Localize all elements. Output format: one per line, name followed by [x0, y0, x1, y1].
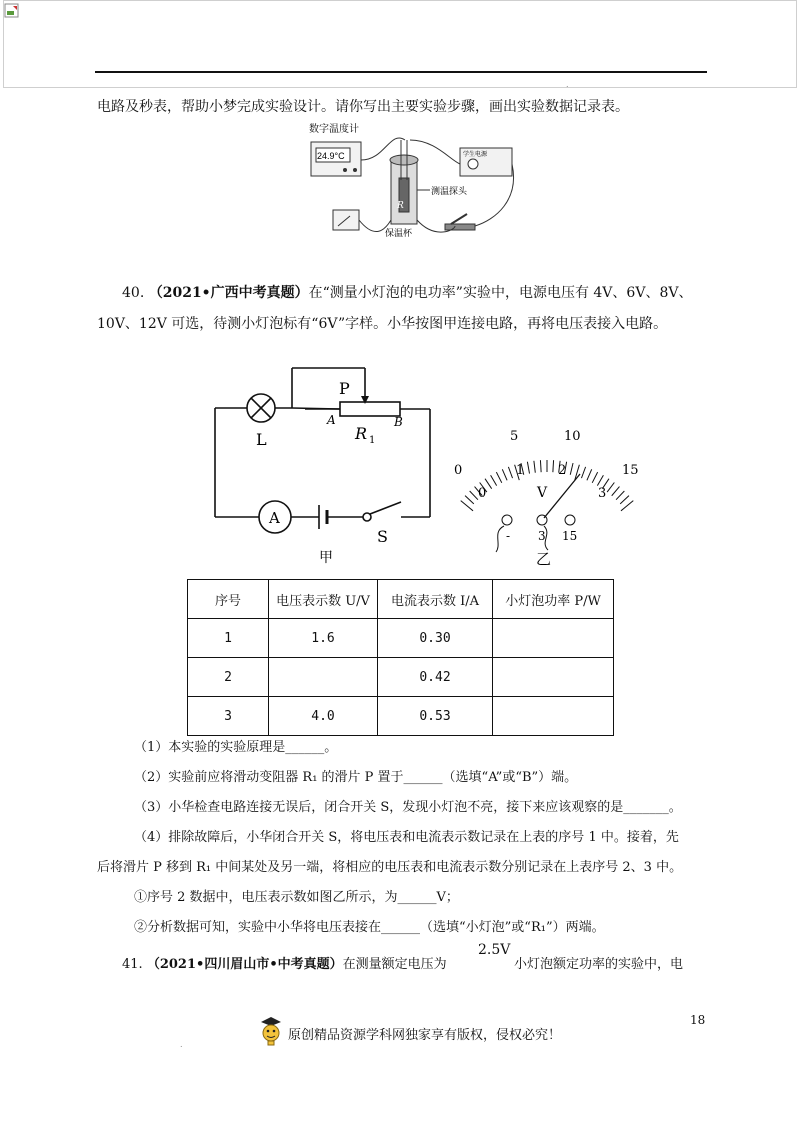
dial-tick — [553, 460, 554, 472]
dial-tick — [592, 472, 597, 483]
table-row — [188, 619, 614, 658]
table-cell: 2 — [188, 658, 269, 697]
footer-dot: . — [180, 1040, 183, 1049]
lower-tick-2: 2 — [558, 463, 567, 478]
question-1: （1）本实验的实验原理是______。 — [134, 740, 338, 755]
header-rule — [95, 71, 707, 73]
q40-line1 — [122, 283, 692, 303]
upper-tick-10: 10 — [564, 429, 581, 444]
resistor-label: R — [397, 201, 404, 211]
table-row — [188, 658, 614, 697]
q40-source: （2021•广西中考真题） — [148, 285, 309, 301]
upper-tick-5: 5 — [510, 429, 519, 444]
table-cell: 0.30 — [378, 619, 493, 658]
q41-text-after: 小灯泡额定功率的实验中，电 — [514, 957, 684, 972]
table-cell — [493, 697, 614, 736]
switch-label: S — [377, 527, 388, 546]
table-row — [188, 697, 614, 736]
voltmeter-dial — [452, 422, 652, 572]
terminal-minus — [502, 515, 512, 525]
caption-jia: 甲 — [319, 550, 333, 566]
lower-tick-1: 1 — [516, 463, 525, 478]
dial-tick — [612, 487, 620, 496]
question-4-1: ①序号 2 数据中，电压表示数如图乙所示，为______V； — [134, 890, 459, 905]
dial-tick — [620, 496, 629, 504]
q41-text-before: 在测量额定电压为 — [342, 957, 447, 972]
q41-number: 41. — [122, 957, 143, 972]
terminal-minus-label: - — [506, 529, 511, 543]
table-cell: 1 — [188, 619, 269, 658]
dial-tick — [534, 461, 535, 473]
page-number: 18 — [690, 1013, 706, 1027]
table-cell: 0.53 — [378, 697, 493, 736]
table-cell — [493, 658, 614, 697]
cup-label: 保温杯 — [385, 228, 413, 238]
q41-voltage: 2.5V — [478, 942, 511, 958]
data-table — [187, 579, 614, 736]
dial-tick — [616, 491, 624, 500]
probe-label: 测温探头 — [431, 186, 468, 196]
question-4-2: ②分析数据可知，实验中小华将电压表接在______（选填“小灯泡”或“R₁”）两端。 — [134, 920, 605, 935]
dial-tick — [621, 501, 633, 511]
switch-symbol — [363, 513, 371, 521]
q40-text1: 在“测量小灯泡的电功率”实验中，电源电压有 4V、6V、8V、 — [308, 285, 693, 301]
meter-needle — [544, 474, 580, 518]
dial-tick — [570, 463, 573, 475]
question-2: （2）实验前应将滑动变阻器 R₁ 的滑片 P 置于______（选填“A”或“B”）端。 — [134, 770, 578, 785]
table-cell: 0.42 — [378, 658, 493, 697]
question-4a: （4）排除故障后，小华闭合开关 S，将电压表和电流表示数记录在上表的序号 1 中。接着，先 — [134, 830, 679, 845]
q40-line2: 10V、12V 可选，待测小灯泡标有“6V”字样。小华按图甲连接电路，再将电压表接入电路。 — [97, 316, 668, 332]
terminal-15 — [565, 515, 575, 525]
table-cell — [493, 619, 614, 658]
lamp-label: L — [256, 430, 267, 449]
broken-image-icon — [4, 3, 20, 19]
table-cell — [269, 658, 378, 697]
thermometer-reading: 24.9°C — [317, 151, 345, 161]
question-4b: 后将滑片 P 移到 R₁ 中间某处及另一端，将相应的电压表和电流表示数分别记录在上表序号 2、3 中。 — [97, 860, 683, 875]
terminal-3-label: 3 — [538, 529, 546, 543]
circuit-diagram — [205, 362, 445, 567]
terminal-3 — [537, 515, 547, 525]
end-b-label: B — [394, 415, 403, 429]
dial-tick — [587, 469, 592, 480]
dial-tick — [597, 475, 603, 485]
rheostat-label: R — [355, 424, 368, 443]
thermometer-label: 数字温度计 — [309, 124, 359, 135]
dial-tick — [465, 496, 474, 504]
dial-tick — [527, 462, 529, 474]
dial-tick — [581, 467, 585, 478]
dial-tick — [607, 483, 614, 493]
question-3: （3）小华检查电路连接无误后，闭合开关 S，发现小灯泡不亮，接下来应该观察的是_______。 — [134, 800, 682, 815]
table-header-cell: 序号 — [188, 580, 269, 619]
caption-yi: 乙 — [536, 550, 552, 568]
dial-tick — [470, 491, 478, 500]
q40-number: 40. — [122, 285, 145, 301]
q41-line — [122, 955, 447, 975]
table-cell: 1.6 — [269, 619, 378, 658]
mascot-logo-icon — [258, 1016, 284, 1046]
dial-tick — [461, 501, 473, 511]
power-label: 学生电源 — [463, 152, 488, 158]
ammeter-label: A — [269, 509, 280, 527]
small-ammeter — [333, 210, 359, 230]
table-cell: 4.0 — [269, 697, 378, 736]
end-a-label: A — [327, 413, 336, 427]
lower-tick-3: 3 — [598, 486, 607, 501]
lower-tick-0: 0 — [478, 486, 487, 501]
upper-tick-0: 0 — [454, 463, 463, 478]
small-switch — [445, 224, 475, 230]
dial-tick — [540, 460, 541, 472]
copyright-notice: 原创精品资源学科网独家享有版权，侵权必究！ — [288, 1028, 562, 1043]
dial-tick — [502, 469, 507, 480]
table-header-cell: 小灯泡功率 P/W — [493, 580, 614, 619]
table-cell: 3 — [188, 697, 269, 736]
upper-tick-15: 15 — [622, 463, 639, 478]
q41-source: （2021•四川眉山市•中考真题） — [146, 957, 343, 972]
apparatus-figure — [305, 120, 525, 245]
dial-tick — [491, 475, 497, 485]
header-dot: . — [566, 80, 569, 89]
table-header-row — [188, 580, 614, 619]
rheostat-symbol — [340, 402, 400, 416]
table-header-cell: 电流表示数 I/A — [378, 580, 493, 619]
page-header — [3, 0, 797, 88]
rheostat-sub: 1 — [369, 435, 376, 446]
slider-label: P — [339, 379, 350, 398]
dial-tick — [496, 472, 501, 483]
table-header-cell: 电压表示数 U/V — [269, 580, 378, 619]
meter-unit: V — [537, 485, 548, 501]
terminal-15-label: 15 — [562, 529, 578, 543]
dial-tick — [508, 467, 512, 478]
intro-line: 电路及秒表，帮助小梦完成实验设计。请你写出主要实验步骤，画出实验数据记录表。 — [97, 99, 629, 115]
